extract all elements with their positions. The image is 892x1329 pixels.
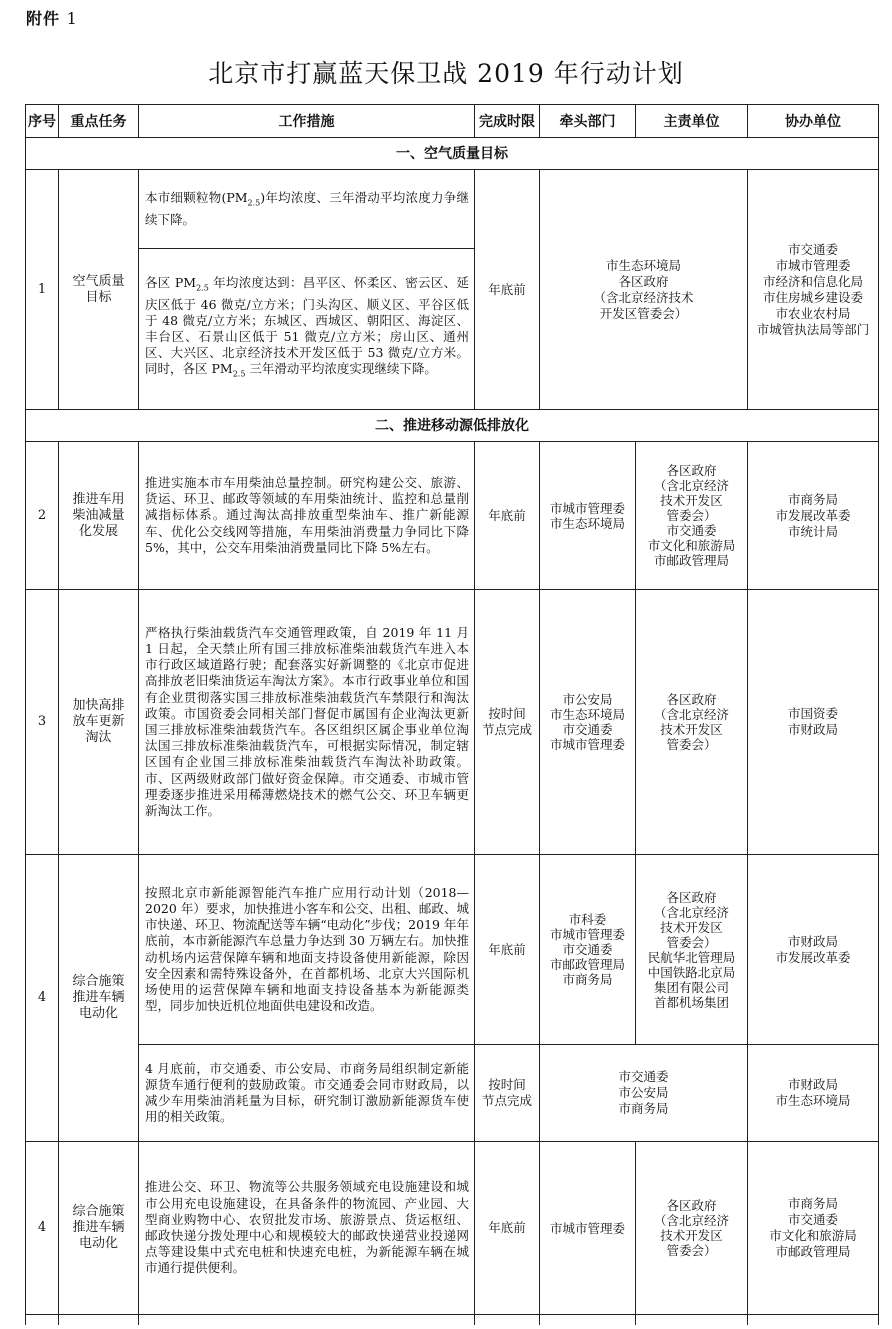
section-title: 一、空气质量目标	[26, 138, 879, 170]
row-measure: 4 月底前，市交通委、市公安局、市商务局组织制定新能源货车通行便利的鼓励政策。市交通委会同市财政局，以减少车用柴油消耗量为目标，研究制订激励新能源货车使用的相关政策。	[139, 1045, 475, 1142]
table-row	[26, 442, 879, 590]
col-header-measure: 工作措施	[139, 105, 475, 138]
col-header-lead: 牵头部门	[540, 105, 636, 138]
col-header-assist: 协办单位	[748, 105, 879, 138]
row-seq: 3	[26, 590, 59, 855]
row-assist: 市商务局 市发展改革委 市统计局	[748, 442, 879, 590]
row-responsible: 各区政府 （含北京经济 技术开发区 管委会） 民航华北管理局 中国铁路北京局 集团有限公司 首都机场集团	[636, 855, 748, 1045]
row-lead-responsible: 市生态环境局 各区政府 （含北京经济技术 开发区管委会）	[540, 170, 748, 410]
continuation-cell	[636, 1315, 748, 1326]
row-deadline: 按时间 节点完成	[475, 590, 540, 855]
row-deadline: 年底前	[475, 1142, 540, 1315]
continuation-cell	[26, 1315, 59, 1326]
page-title: 北京市打赢蓝天保卫战 2019 年行动计划	[208, 59, 684, 88]
row-lead: 市科委 市城市管理委 市交通委 市邮政管理局 市商务局	[540, 855, 636, 1045]
row-seq: 2	[26, 442, 59, 590]
row-responsible: 各区政府 （含北京经济 技术开发区 管委会）	[636, 590, 748, 855]
row-responsible: 各区政府 （含北京经济 技术开发区 管委会）	[636, 1142, 748, 1315]
row-measure: 推进实施本市车用柴油总量控制。研究构建公交、旅游、货运、环卫、邮政等领域的车用柴油统计、监控和总量削减指标体系。通过淘汰高排放重型柴油车、推广新能源车、优化公交线网等措施，车用柴油消费量力争同比下降 5%，其中，公交车用柴油消费量同比下降 5%左右。	[139, 442, 475, 590]
attachment-label	[26, 6, 78, 29]
continuation-cell	[59, 1315, 139, 1326]
row-measure: 按照北京市新能源智能汽车推广应用行动计划（2018—2020 年）要求，加快推进小客车和公交、出租、邮政、城市快递、环卫、物流配送等车辆“电动化”步伐；2019 年年底前，本市新能源汽车总量力争达到 30 万辆左右。加快推动机场内运营保障车辆和地面支持设备使用新能源，除因安全因素和需特殊设备外，在首都机场、北京大兴国际机场使用的运营保障车辆和地面支持设备基本为新能源类型，同步加快近机位地面供电建设和改造。	[139, 855, 475, 1045]
continuation-cell	[540, 1315, 636, 1326]
row-task: 推进车用 柴油减量 化发展	[59, 442, 139, 590]
row-lead: 市城市管理委	[540, 1142, 636, 1315]
row-assist: 市国资委 市财政局	[748, 590, 879, 855]
row-responsible: 各区政府 （含北京经济 技术开发区 管委会） 市交通委 市文化和旅游局 市邮政管理局	[636, 442, 748, 590]
section-row	[26, 410, 879, 442]
row-deadline: 按时间 节点完成	[475, 1045, 540, 1142]
row-assist: 市商务局 市交通委 市文化和旅游局 市邮政管理局	[748, 1142, 879, 1315]
col-header-deadline: 完成时限	[475, 105, 540, 138]
row-seq: 1	[26, 170, 59, 410]
attachment-number: 1	[66, 9, 78, 28]
continuation-cell	[748, 1315, 879, 1326]
action-plan-table	[25, 104, 879, 1325]
row-task: 加快高排 放车更新 淘汰	[59, 590, 139, 855]
continuation-cell	[475, 1315, 540, 1326]
row-deadline: 年底前	[475, 442, 540, 590]
section-row	[26, 138, 879, 170]
table-row	[26, 590, 879, 855]
row-measure: 各区 $PM_{2.5}$ 年均浓度达到：昌平区、怀柔区、密云区、延庆区低于 46 微克/立方米；门头沟区、顺义区、平谷区低于 48 微克/立方米；东城区、西城区、朝阳区、海淀区、丰台区、石景山区低于 51 微克/立方米；房山区、通州区、大兴区、北京经济技术开发区低于 53 微克/立方米。同时，各区 $PM_{2.5}$ 三年滑动平均浓度实现继续下降。	[139, 249, 475, 410]
row-task: 综合施策 推进车辆 电动化	[59, 855, 139, 1142]
row-deadline: 年底前	[475, 855, 540, 1045]
table-continuation-row	[26, 1315, 879, 1326]
col-header-task: 重点任务	[59, 105, 139, 138]
col-header-responsible: 主责单位	[636, 105, 748, 138]
row-seq: 4	[26, 1142, 59, 1315]
row-lead: 市公安局 市生态环境局 市交通委 市城市管理委	[540, 590, 636, 855]
row-deadline: 年底前	[475, 170, 540, 410]
table-row	[26, 855, 879, 1045]
table-row	[26, 1142, 879, 1315]
row-assist: 市财政局 市发展改革委	[748, 855, 879, 1045]
row-assist: 市交通委 市城市管理委 市经济和信息化局 市住房城乡建设委 市农业农村局 市城管执法局等部门	[748, 170, 879, 410]
table-header-row	[26, 105, 879, 138]
row-measure: 推进公交、环卫、物流等公共服务领域充电设施建设和城市公用充电设施建设，在具备条件的物流园、产业园、大型商业购物中心、农贸批发市场、旅游景点、货运枢纽、邮政快递分拨处理中心和规模较大的邮政快递营业投递网点等建设集中式充电桩和快速充电桩，为新能源车辆在城市通行提供便利。	[139, 1142, 475, 1315]
row-assist: 市财政局 市生态环境局	[748, 1045, 879, 1142]
row-lead: 市城市管理委 市生态环境局	[540, 442, 636, 590]
row-seq: 4	[26, 855, 59, 1142]
row-task: 空气质量 目标	[59, 170, 139, 410]
row-task: 综合施策 推进车辆 电动化	[59, 1142, 139, 1315]
row-measure: 本市细颗粒物$(PM_{2.5})$年均浓度、三年滑动平均浓度力争继续下降。	[139, 170, 475, 249]
section-title: 二、推进移动源低排放化	[26, 410, 879, 442]
table-row	[26, 1045, 879, 1142]
continuation-cell	[139, 1315, 475, 1326]
table-row	[26, 170, 879, 249]
row-lead-responsible: 市交通委 市公安局 市商务局	[540, 1045, 748, 1142]
row-measure: 严格执行柴油载货汽车交通管理政策，自 2019 年 11 月 1 日起，全天禁止所有国三排放标准柴油载货汽车进入本市行政区域道路行驶；配套落实好新调整的《北京市促进高排放老旧柴油货运车淘汰方案》。本市行政事业单位和国有企业贯彻落实国三排放标准柴油载货汽车禁限行和淘汰政策。市国资委会同相关部门督促市属国有企业淘汰更新国三排放标准柴油载货汽车。各区组织区属企事业单位淘汰国三排放标准柴油载货汽车，可根据实际情况，制定辖区国有企业国三排放标准柴油载货汽车淘汰补助政策。市、区两级财政部门做好资金保障。市交通委、市城市管理委逐步推进采用稀薄燃烧技术的燃气公交、环卫车辆更新淘汰工作。	[139, 590, 475, 855]
attachment-label-text: 附件	[26, 9, 61, 28]
col-header-seq: 序号	[26, 105, 59, 138]
